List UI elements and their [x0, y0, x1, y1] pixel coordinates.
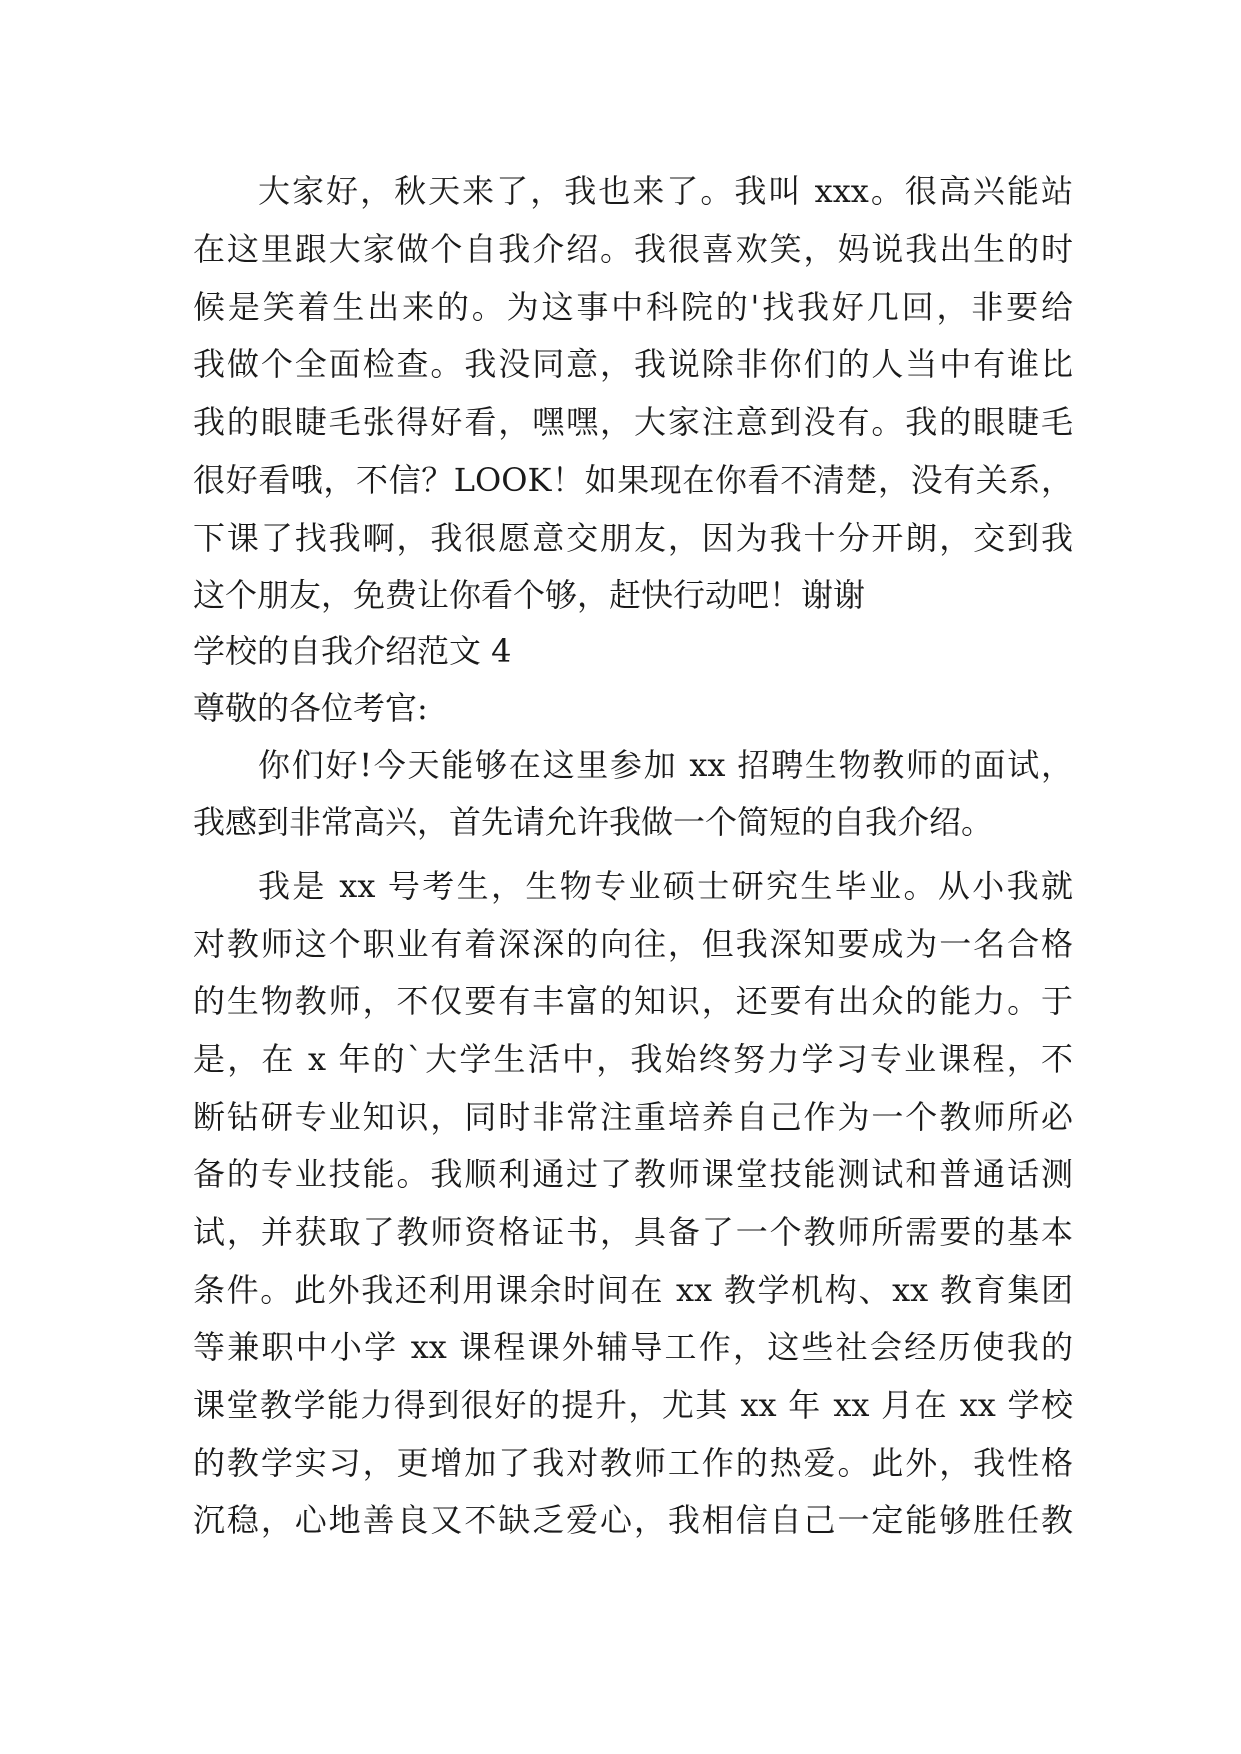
text-line: 等兼职中小学 xx 课程课外辅导工作，这些社会经历使我的 [193, 1328, 1073, 1366]
text-line: 条件。此外我还利用课余时间在 xx 教学机构、xx 教育集团 [193, 1271, 1073, 1309]
text-line: 你们好!今天能够在这里参加 xx 招聘生物教师的面试， [258, 746, 1073, 784]
salutation: 尊敬的各位考官: [193, 689, 428, 727]
text-line: 我是 xx 号考生，生物专业硕士研究生毕业。从小我就 [258, 867, 1073, 905]
text-line: 这个朋友，免费让你看个够，赶快行动吧！谢谢 [193, 576, 866, 614]
text-line: 备的专业技能。我顺利通过了教师课堂技能测试和普通话测 [193, 1155, 1073, 1193]
text-line: 我感到非常高兴，首先请允许我做一个简短的自我介绍。 [193, 803, 994, 841]
text-line: 在这里跟大家做个自我介绍。我很喜欢笑，妈说我出生的时 [193, 230, 1073, 268]
text-line: 的教学实习，更增加了我对教师工作的热爱。此外，我性格 [193, 1444, 1073, 1482]
section-heading: 学校的自我介绍范文 4 [193, 632, 512, 670]
text-line: 候是笑着生出来的。为这事中科院的'找我好几回，非要给 [193, 288, 1073, 326]
text-line: 我的眼睫毛张得好看，嘿嘿，大家注意到没有。我的眼睫毛 [193, 403, 1073, 441]
text-line: 试，并获取了教师资格证书，具备了一个教师所需要的基本 [193, 1213, 1073, 1251]
text-line: 我做个全面检查。我没同意，我说除非你们的人当中有谁比 [193, 345, 1073, 383]
text-line: 大家好，秋天来了，我也来了。我叫 xxx。很高兴能站 [258, 172, 1073, 210]
text-line: 是，在 x 年的`大学生活中，我始终努力学习专业课程，不 [193, 1040, 1073, 1078]
text-line: 沉稳，心地善良又不缺乏爱心，我相信自己一定能够胜任教 [193, 1501, 1073, 1539]
text-line: 下课了找我啊，我很愿意交朋友，因为我十分开朗，交到我 [193, 519, 1073, 557]
text-line: 很好看哦，不信？LOOK！如果现在你看不清楚，没有关系， [193, 461, 1073, 499]
text-line: 课堂教学能力得到很好的提升，尤其 xx 年 xx 月在 xx 学校 [193, 1386, 1073, 1424]
text-line: 断钻研专业知识，同时非常注重培养自己作为一个教师所必 [193, 1098, 1073, 1136]
text-line: 对教师这个职业有着深深的向往，但我深知要成为一名合格 [193, 925, 1073, 963]
text-line: 的生物教师，不仅要有丰富的知识，还要有出众的能力。于 [193, 982, 1073, 1020]
